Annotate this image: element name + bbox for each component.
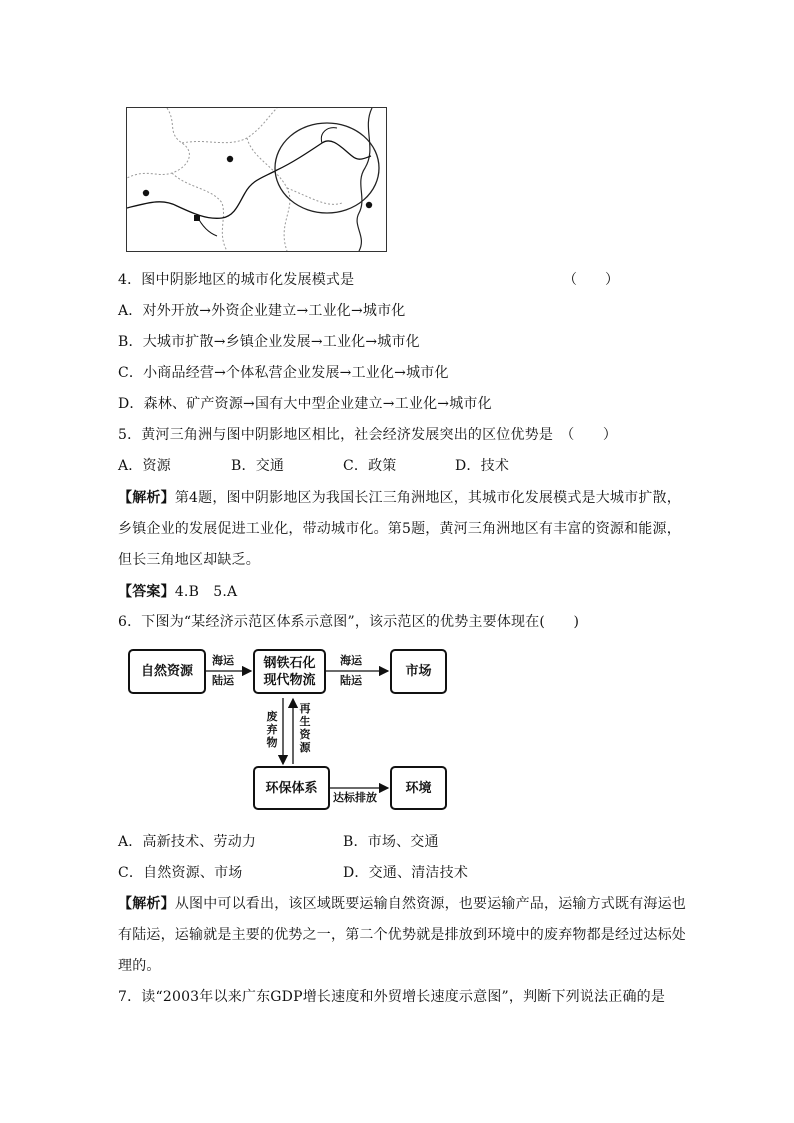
analysis-2-tag: 【解析】 xyxy=(118,896,175,912)
question-5-option-b: B．交通 xyxy=(231,458,285,474)
question-5-stem: 5．黄河三角洲与图中阴影地区相比，社会经济发展突出的区位优势是 （ ） xyxy=(118,427,618,443)
question-4-option-b: B．大城市扩散→乡镇企业发展→工业化→城市化 xyxy=(118,334,420,350)
question-4-answer-blank: （ ） xyxy=(563,272,619,288)
economic-zone-diagram xyxy=(118,640,458,820)
arrow-1-top-label: 海运 xyxy=(212,654,234,667)
box-natural-resources: 自然资源 xyxy=(128,649,206,694)
question-5-option-c: C．政策 xyxy=(343,458,397,474)
box-eco-system: 环保体系 xyxy=(253,766,330,810)
analysis-2-text: 从图中可以看出，该区域既要运输自然资源，也要运输产品，运输方式既有海运也 xyxy=(174,896,687,912)
question-6-option-b: B．市场、交通 xyxy=(343,834,439,850)
box-steel-label: 钢铁石化 xyxy=(263,655,316,671)
arrow-2-top-label: 海运 xyxy=(340,654,362,667)
analysis-2-line-2: 有陆运，运输就是主要的优势之一，第二个优势就是排放到环境中的废弃物都是经过达标处 xyxy=(118,927,686,943)
box-market: 市场 xyxy=(390,649,447,694)
question-6-stem: 6．下图为“某经济示范区体系示意图”，该示范区的优势主要体现在( ) xyxy=(118,614,580,630)
question-5-option-a: A．资源 xyxy=(118,458,171,474)
map-drawing xyxy=(127,108,386,251)
question-7-stem: 7．读“2003年以来广东GDP增长速度和外贸增长速度示意图”，判断下列说法正确的是 xyxy=(118,989,666,1005)
analysis-tag: 【解析】 xyxy=(118,490,175,506)
question-4-option-d: D．森林、矿产资源→国有大中型企业建立→工业化→城市化 xyxy=(118,396,492,412)
answer-tag: 【答案】 xyxy=(118,584,175,600)
box-logistics-label: 现代物流 xyxy=(263,672,316,688)
arrow-1-bottom-label: 陆运 xyxy=(212,674,234,687)
analysis-text: 第4题，图中阴影地区为我国长江三角洲地区，其城市化发展模式是大城市扩散， xyxy=(174,490,681,506)
question-6-option-d: D．交通、清洁技术 xyxy=(343,865,469,881)
waste-label: 废弃物 xyxy=(266,710,278,749)
question-4-option-a: A．对外开放→外资企业建立→工业化→城市化 xyxy=(118,303,406,319)
box-steel-logistics xyxy=(253,649,326,694)
arrow-2-bottom-label: 陆运 xyxy=(340,674,362,687)
answer-line xyxy=(118,583,237,601)
analysis-1-line-2: 乡镇企业的发展促进工业化，带动城市化。第5题，黄河三角洲地区有丰富的资源和能源， xyxy=(118,521,681,537)
recycle-label: 再生资源 xyxy=(299,702,311,754)
question-5-option-d: D．技术 xyxy=(455,458,510,474)
question-4-option-c: C．小商品经营→个体私营企业发展→工业化→城市化 xyxy=(118,365,449,381)
map-figure xyxy=(126,107,387,252)
analysis-1-line-1 xyxy=(118,489,681,507)
question-6-option-a: A．高新技术、劳动力 xyxy=(118,834,257,850)
box-environment: 环境 xyxy=(390,766,447,810)
analysis-2-line-3: 理的。 xyxy=(118,958,161,974)
emission-label: 达标排放 xyxy=(333,791,377,804)
analysis-1-line-3: 但长三角地区却缺乏。 xyxy=(118,552,260,568)
question-6-option-c: C．自然资源、市场 xyxy=(118,865,243,881)
question-4-stem: 4．图中阴影地区的城市化发展模式是 xyxy=(118,272,355,288)
analysis-2-line-1 xyxy=(118,895,686,913)
answer-text: 4.B 5.A xyxy=(174,584,238,600)
